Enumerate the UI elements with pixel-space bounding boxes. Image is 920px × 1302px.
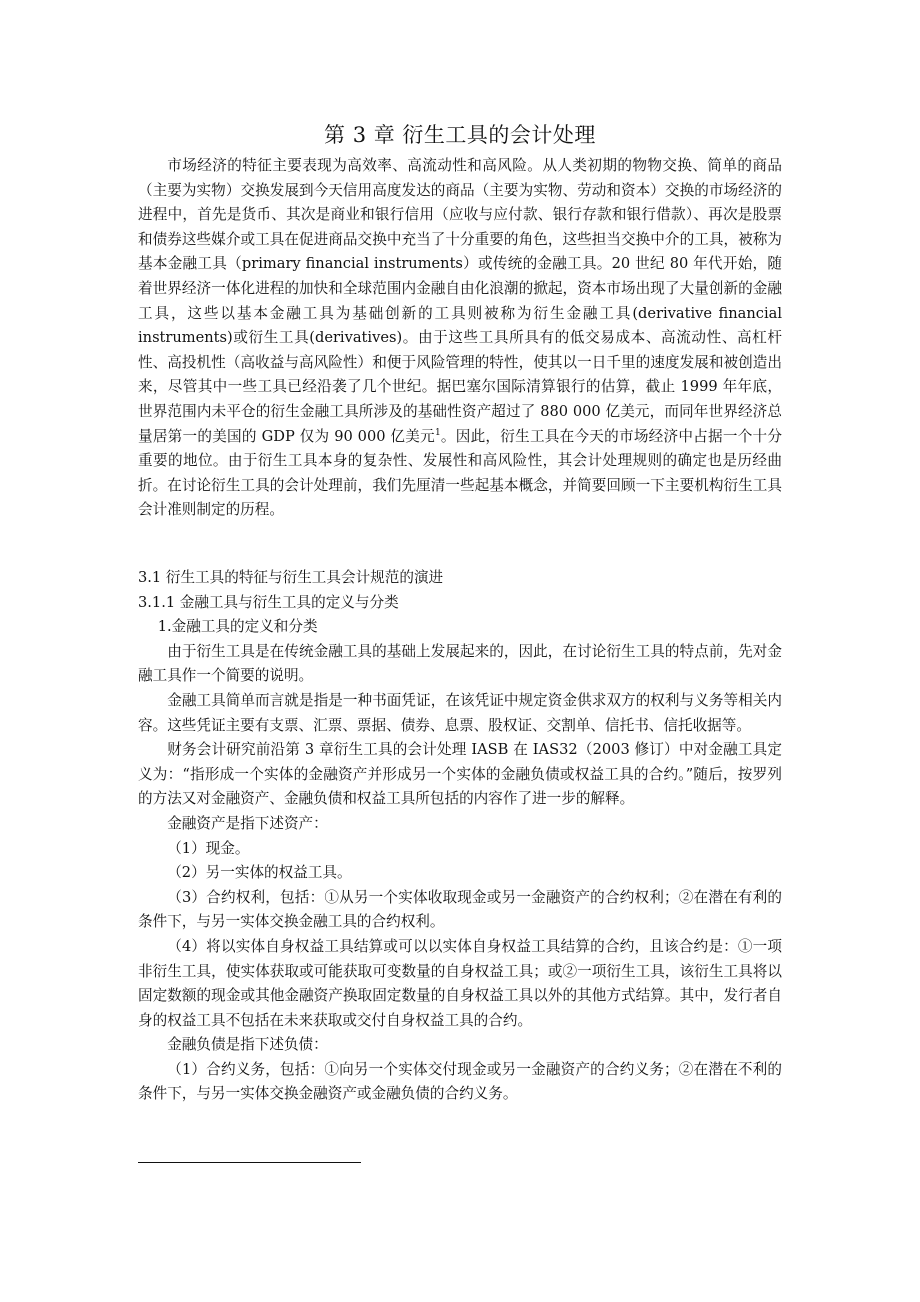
section-3-1 — [138, 566, 782, 1107]
asset-list-item: （1）现金。 — [167, 839, 250, 857]
intro-section — [138, 154, 782, 523]
intro-text-main: 市场经济的特征主要表现为高效率、高流动性和高风险。从人类初期的物物交换、简单的商品（主要为实物）交换发展到今天信用高度发达的商品（主要为实物、劳动和资本）交换的市场经济的进程中，首先是货币、其次是商业和银行信用（应收与应付款、银行存款和银行借款）、再次是股票和债券这些媒介或工具在促进商品交换中充当了十分重要的角色，这些担当交换中介的工具，被称为基本金融工具（primary financial instruments）或传统的金融工具。20 世纪 80 年代开始，随着世界经济一体化进程的加快和全球范围内金融自由化浪潮的掀起，资本市场出现了大量创新的金融工具，这些以基本金融工具为基础创新的工具则被称为衍生金融工具(derivative financial instruments)或衍生工具(derivatives)。由于这些工具所具有的低交易成本、高流动性、高杠杆性、高投机性（高收益与高风险性）和便于风险管理的特性，使其以一日千里的速度发展和被创造出来，尽管其中一些工具已经沿袭了几个世纪。据巴塞尔国际清算银行的估算，截止 1999 年年底，世界范围内未平仓的衍生金融工具所涉及的基础性资产超过了 880 000 亿美元，而同年世界经济总量居第一的美国的 GDP 仅为 90 000 亿美元 — [138, 157, 782, 445]
chapter-title: 第 3 章 衍生工具的会计处理 — [324, 123, 596, 147]
asset-list-item: （4）将以实体自身权益工具结算或可以以实体自身权益工具结算的合约，且该合约是：①一项非衍生工具，使实体获取或可能获取可变数量的自身权益工具；或②一项衍生工具，该衍生工具将以固定数额的现金或其他金融资产换取固定数量的自身权益工具以外的其他方式结算。其中，发行者自身的权益工具不包括在未来获取或交付自身权益工具的合约。 — [138, 937, 782, 1029]
subsection-heading: 3.1.1 金融工具与衍生工具的定义与分类 — [138, 593, 399, 611]
section-heading: 3.1 衍生工具的特征与衍生工具会计规范的演进 — [138, 569, 444, 586]
asset-list-item: （3）合约权利，包括：①从另一个实体收取现金或另一金融资产的合约权利；②在潜在有利的条件下，与另一实体交换金融工具的合约权利。 — [138, 888, 782, 931]
paragraph: 金融工具简单而言就是指是一种书面凭证，在该凭证中规定资金供求双方的权利与义务等相关内容。这些凭证主要有支票、汇票、票据、债券、息票、股权证、交割单、信托书、信托收据等。 — [138, 691, 782, 734]
paragraph: 财务会计研究前沿第 3 章衍生工具的会计处理 IASB 在 IAS32（2003 修订）中对金融工具定义为：“指形成一个实体的金融资产并形成另一个实体的金融负债或权益工具的合约。”随后，按罗列的方法又对金融资产、金融负债和权益工具所包括的内容作了进一步的解释。 — [138, 741, 782, 808]
footnote-separator — [138, 1162, 361, 1163]
asset-list-item: （2）另一实体的权益工具。 — [167, 864, 352, 882]
item-heading: 1.金融工具的定义和分类 — [157, 618, 318, 636]
paragraph: 由于衍生工具是在传统金融工具的基础上发展起来的，因此，在讨论衍生工具的特点前，先对金融工具作一个简要的说明。 — [138, 642, 782, 685]
intro-paragraph — [138, 154, 782, 523]
asset-definition-intro: 金融资产是指下述资产： — [167, 814, 328, 832]
liability-definition-intro: 金融负债是指下述负债： — [167, 1036, 328, 1054]
liability-list-item: （1）合约义务，包括：①向另一个实体交付现金或另一金融资产的合约义务；②在潜在不利的条件下，与另一实体交换金融资产或金融负债的合约义务。 — [138, 1060, 782, 1103]
intro-text-tail: 。因此，衍生工具在今天的市场经济中占据一个十分重要的地位。由于衍生工具本身的复杂性、发展性和高风险性，其会计处理规则的确定也是历经曲折。在讨论衍生工具的会计处理前，我们先厘清一些起基本概念，并简要回顾一下主要机构衍生工具会计准则制定的历程。 — [138, 427, 782, 519]
footnote-marker: 1 — [434, 427, 441, 438]
